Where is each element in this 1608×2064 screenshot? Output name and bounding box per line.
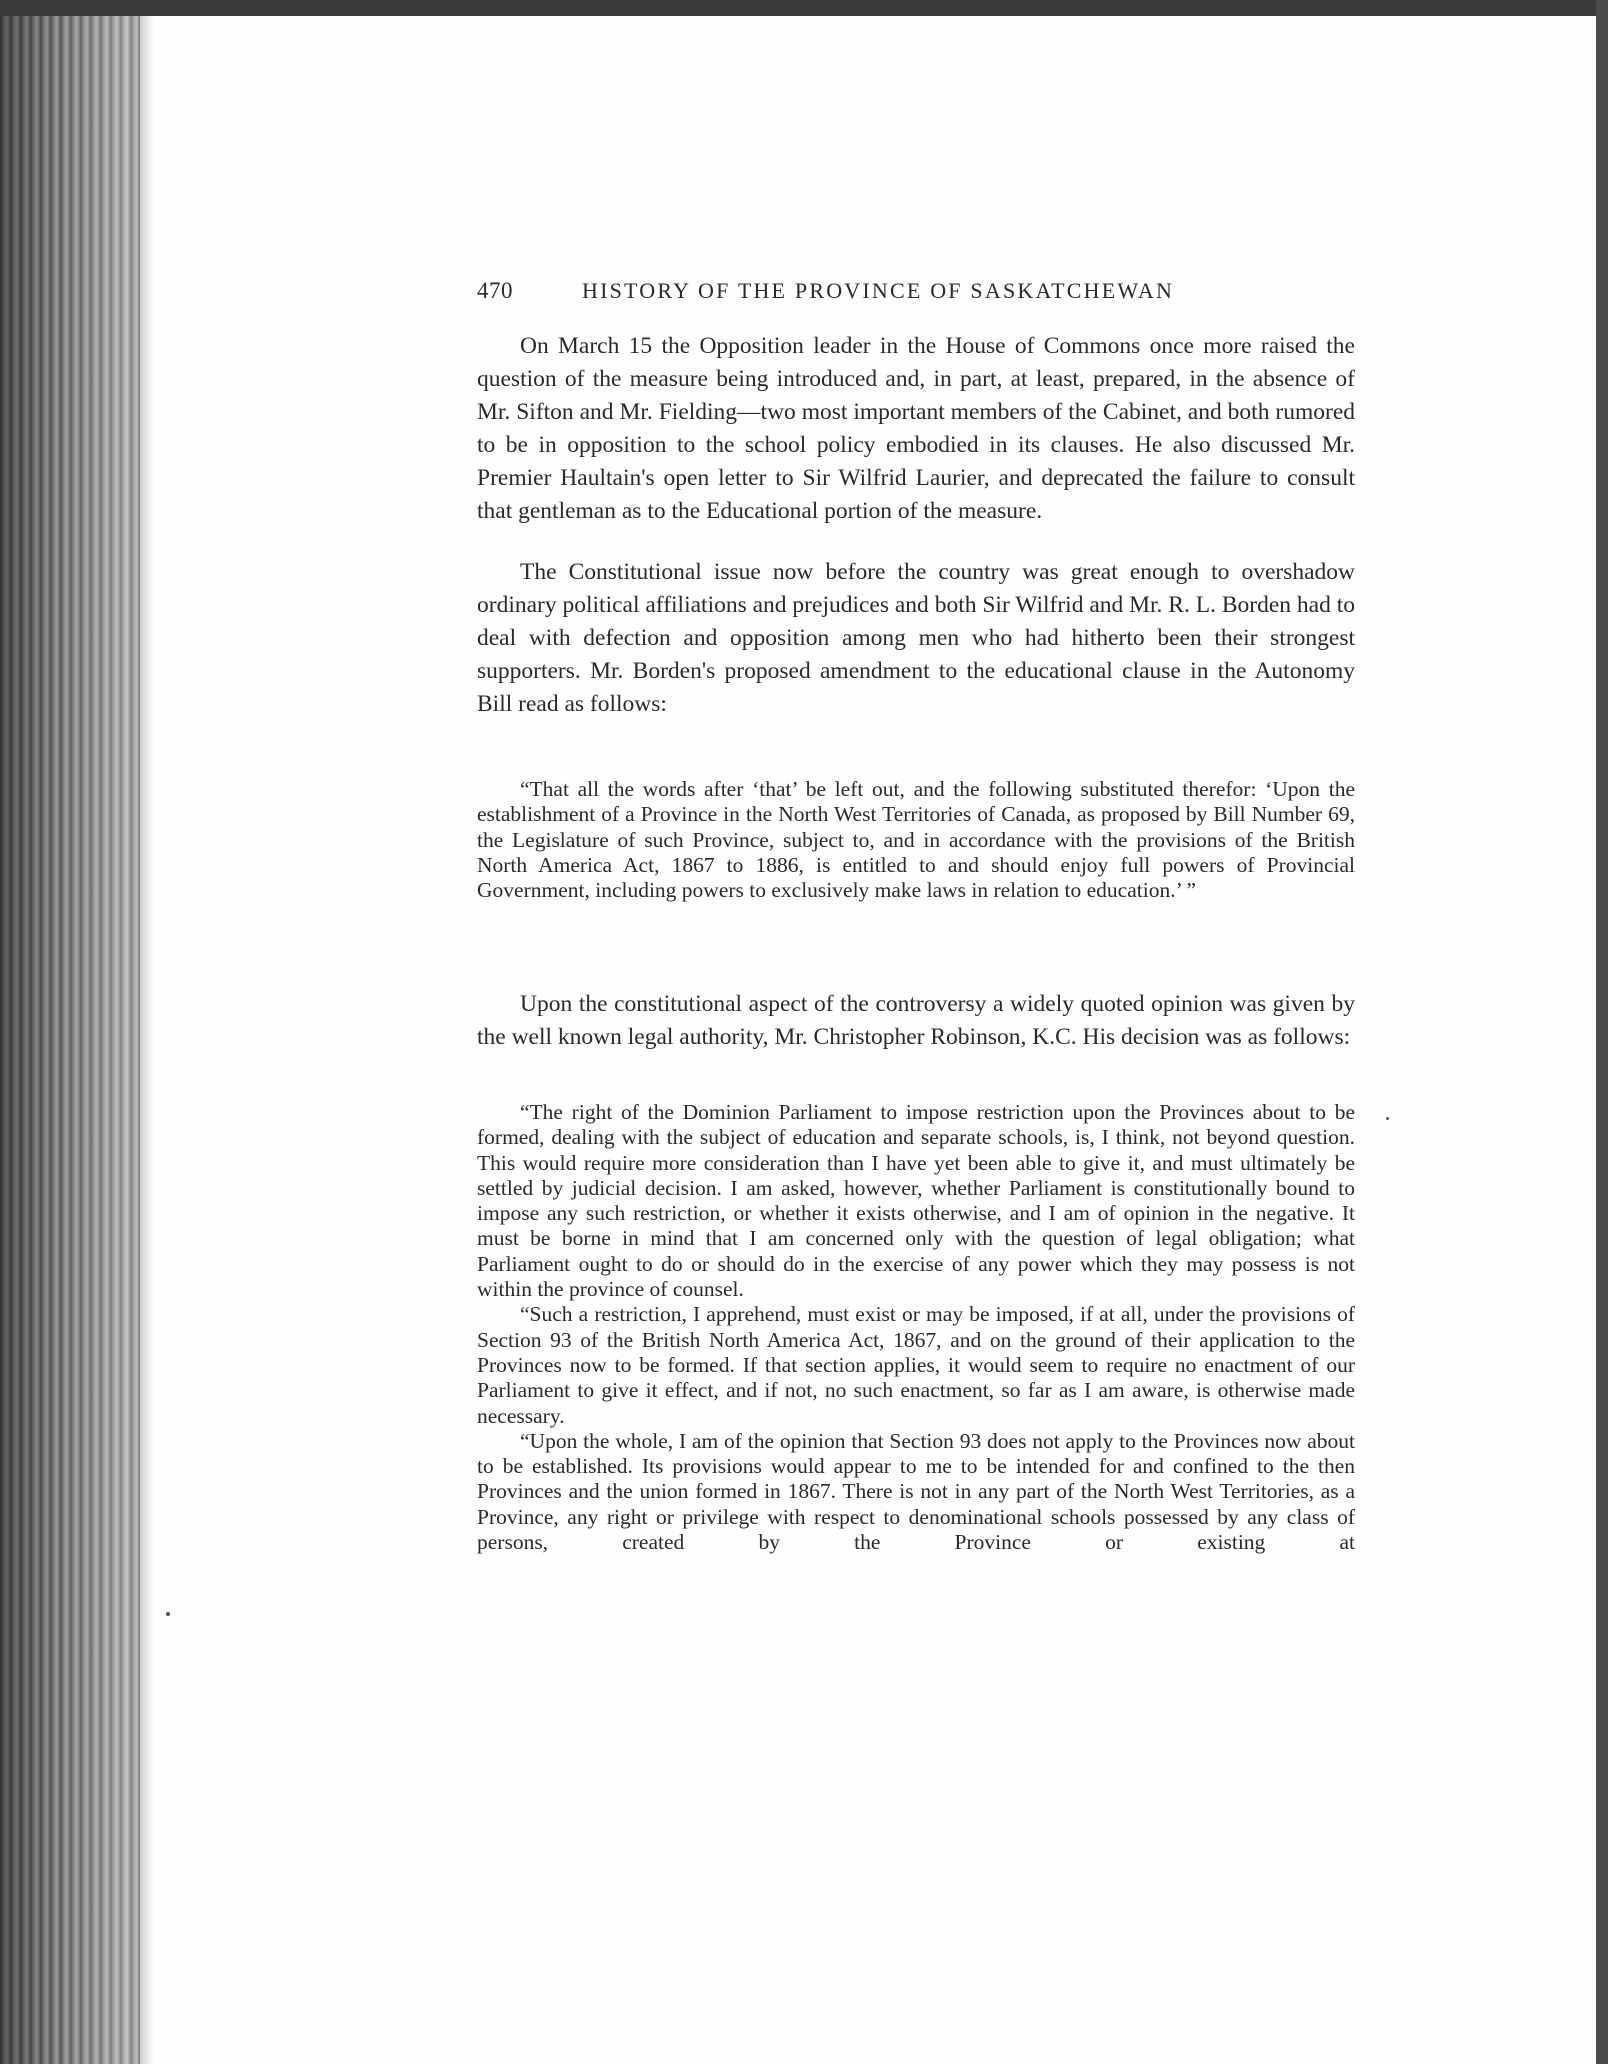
running-title: HISTORY OF THE PROVINCE OF SASKATCHEWAN (582, 278, 1175, 303)
quote-paragraph: “The right of the Dominion Parliament to impose restriction upon the Provinces about to be formed, dealing with the subject of education and separate schools, is, I think, not beyond question. This would require more consideration than I have yet been able to give it, and must ultimately be settled by judicial decision. I am asked, however, whether Parliament is constitutionally bound to impose any such restriction, or whether it exists otherwise, and I am of opinion in the negative. It must be borne in mind that I am concerned only with the question of legal obligation; what Parliament ought to do or should do in the exercise of any power which they may possess is not within the province of counsel. (477, 1100, 1355, 1302)
scan-speck (166, 1612, 170, 1616)
book-page-edges (0, 16, 140, 2064)
paragraph-text: The Constitutional issue now before the country was great enough to overshadow ordinary political affiliations and prejudices and both Sir Wilfrid and Mr. R. L. Borden had to deal with defection and opposition among men who had hitherto been their strongest supporters. Mr. Borden's proposed amendment to the educational clause in the Autonomy Bill read as follows: (477, 559, 1355, 717)
quote-paragraph: “Such a restriction, I apprehend, must exist or may be imposed, if at all, under the provisions of Section 93 of the British North America Act, 1867, and on the ground of their application to the Provinces now to be formed. If that section applies, it would seem to require no enactment of our Parliament to give it effect, and if not, no such enactment, so far as I am aware, is otherwise made necessary. (477, 1302, 1355, 1428)
paragraph-text: On March 15 the Opposition leader in the House of Commons once more raised the question of the measure being introduced and, in part, at least, prepared, in the absence of Mr. Sifton and Mr. Fielding—two most important members of the Cabinet, and both rumored to be in opposition to the school policy embodied in its clauses. He also discussed Mr. Premier Haultain's open letter to Sir Wilfrid Laurier, and deprecated the failure to consult that gentleman as to the Educational portion of the measure. (477, 333, 1355, 524)
paragraph-text: Upon the constitutional aspect of the controversy a widely quoted opinion was given by the well known legal authority, Mr. Christopher Robinson, K.C. His decision was as follows: (477, 991, 1355, 1050)
scan-border-right (1596, 0, 1608, 2064)
block-quote-amendment (477, 777, 1355, 903)
running-head (477, 278, 1355, 314)
quote-text: “That all the words after ‘that’ be left out, and the following substituted therefor: ‘Upon the establishment of a Province in the North West Territories of Canada, as proposed by Bill Number 69, the Legislature of such Province, subject to, and in accordance with the provisions of the British North America Act, 1867 to 1886, is entitled to and should enjoy full powers of Provincial Government, including powers to exclusively make laws in relation to education.’ ” (477, 777, 1355, 903)
block-quote-opinion (477, 1100, 1355, 1555)
gutter-shadow (140, 16, 154, 2064)
paragraph-legal-opinion (477, 988, 1355, 1054)
page-number: 470 (477, 278, 513, 303)
scan-border-top (0, 0, 1608, 16)
scan-speck (1386, 1117, 1389, 1120)
quote-paragraph: “Upon the whole, I am of the opinion that Section 93 does not apply to the Provinces now about to be established. Its provisions would appear to me to be intended for and confined to the then Provinces and the union formed in 1867. There is not in any part of the North West Territories, as a Province, any right or privilege with respect to denominational schools possessed by any class of persons, created by the Province or existing at (477, 1428, 1355, 1555)
paragraph-march-15 (477, 330, 1355, 528)
paragraph-constitutional-issue (477, 556, 1355, 721)
